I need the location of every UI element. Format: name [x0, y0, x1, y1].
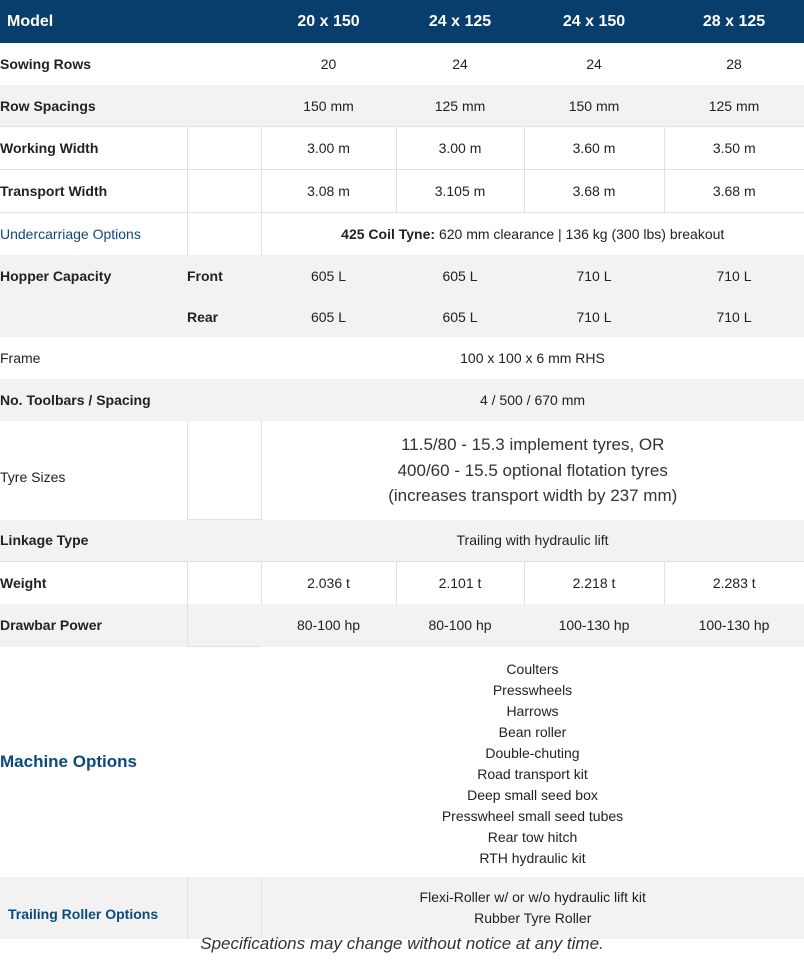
tyre-line: (increases transport width by 237 mm) — [388, 486, 678, 505]
list-item: Rubber Tyre Roller — [474, 909, 592, 926]
row-spacings-row — [0, 85, 804, 127]
header-row — [0, 0, 804, 43]
row-spacings-value: 125 mm — [396, 85, 524, 127]
working-width-value: 3.00 m — [396, 127, 524, 170]
weight-row — [0, 562, 804, 605]
working-width-value: 3.00 m — [261, 127, 396, 170]
transport-width-row — [0, 170, 804, 213]
working-width-value: 3.50 m — [664, 127, 804, 170]
linkage-label: Linkage Type — [0, 520, 187, 562]
toolbars-label: No. Toolbars / Spacing — [0, 379, 187, 421]
sowing-rows-value: 28 — [726, 56, 742, 72]
tyre-sizes-value — [261, 421, 804, 520]
machine-options-list — [261, 647, 804, 877]
list-item: RTH hydraulic kit — [479, 849, 586, 866]
hopper-capacity-label: Hopper Capacity — [0, 255, 187, 296]
sowing-rows-value: 20 — [320, 56, 337, 72]
toolbars-value: 4 / 500 / 670 mm — [261, 379, 804, 421]
hopper-rear-value: 605 L — [396, 296, 524, 337]
row-spacings-value: 125 mm — [664, 85, 804, 127]
hopper-rear-value: 710 L — [664, 296, 804, 337]
list-item: Bean roller — [498, 723, 567, 740]
working-width-value: 3.60 m — [524, 127, 664, 170]
list-item: Coulters — [506, 660, 559, 677]
specifications-note: Specifications may change without notice at any time. — [200, 934, 604, 953]
drawbar-value: 80-100 hp — [261, 604, 396, 647]
drawbar-value: 80-100 hp — [396, 604, 524, 647]
hopper-front-value: 605 L — [261, 255, 396, 296]
transport-width-value: 3.08 m — [261, 170, 396, 213]
machine-options-label: Machine Options — [0, 751, 137, 771]
weight-label: Weight — [0, 562, 187, 605]
drawbar-value: 100-130 hp — [664, 604, 804, 647]
linkage-value: Trailing with hydraulic lift — [261, 520, 804, 562]
undercarriage-detail: 620 mm clearance | 136 kg (300 lbs) breakout — [435, 226, 725, 242]
model-20x150: 20 x 150 — [261, 0, 396, 43]
list-item: Presswheel small seed tubes — [441, 807, 624, 824]
list-item: Road transport kit — [477, 765, 588, 782]
transport-width-label: Transport Width — [0, 170, 187, 213]
hopper-front-value: 710 L — [664, 255, 804, 296]
undercarriage-label: Undercarriage Options — [0, 213, 187, 256]
hopper-front-value: 710 L — [524, 255, 664, 296]
tyre-sizes-label: Tyre Sizes — [0, 468, 66, 485]
list-item: Rear tow hitch — [487, 828, 578, 845]
machine-options-row — [0, 647, 804, 877]
list-item: Harrows — [506, 702, 559, 719]
transport-width-value: 3.105 m — [396, 170, 524, 213]
undercarriage-row — [0, 213, 804, 256]
list-item: Double-chuting — [485, 744, 580, 761]
model-24x150: 24 x 150 — [524, 0, 664, 43]
working-width-label: Working Width — [0, 127, 187, 170]
frame-row — [0, 337, 804, 379]
working-width-row — [0, 127, 804, 170]
undercarriage-value — [261, 213, 804, 256]
hopper-front-label: Front — [187, 255, 261, 296]
hopper-rear-value: 710 L — [524, 296, 664, 337]
row-spacings-label: Row Spacings — [0, 85, 187, 127]
list-item: Flexi-Roller w/ or w/o hydraulic lift kit — [419, 888, 646, 905]
trailing-roller-label: Trailing Roller Options — [0, 877, 187, 939]
transport-width-value: 3.68 m — [524, 170, 664, 213]
tyre-line: 11.5/80 - 15.3 implement tyres, OR — [401, 435, 665, 454]
hopper-rear-row — [0, 296, 804, 337]
tyre-line: 400/60 - 15.5 optional flotation tyres — [397, 460, 668, 480]
transport-width-value: 3.68 m — [664, 170, 804, 213]
frame-value: 100 x 100 x 6 mm RHS — [460, 350, 605, 366]
toolbars-row — [0, 379, 804, 421]
model-label: Model — [0, 0, 261, 43]
hopper-rear-value: 605 L — [261, 296, 396, 337]
sowing-rows-value: 24 — [586, 56, 602, 72]
undercarriage-type: 425 Coil Tyne: — [341, 226, 436, 242]
trailing-roller-list — [261, 877, 804, 939]
model-24x125: 24 x 125 — [396, 0, 524, 43]
sowing-rows-value: 24 — [452, 56, 468, 72]
sowing-rows-label: Sowing Rows — [0, 56, 91, 72]
drawbar-value: 100-130 hp — [524, 604, 664, 647]
drawbar-row — [0, 604, 804, 647]
weight-value: 2.036 t — [261, 562, 396, 605]
drawbar-label: Drawbar Power — [0, 604, 187, 647]
model-28x125: 28 x 125 — [664, 0, 804, 43]
linkage-row — [0, 520, 804, 562]
weight-value: 2.101 t — [396, 562, 524, 605]
weight-value: 2.283 t — [664, 562, 804, 605]
hopper-front-value: 605 L — [396, 255, 524, 296]
weight-value: 2.218 t — [524, 562, 664, 605]
row-spacings-value: 150 mm — [261, 85, 396, 127]
sowing-rows-row — [0, 43, 804, 85]
trailing-roller-row — [0, 877, 804, 939]
frame-label: Frame — [0, 350, 41, 366]
tyre-sizes-row — [0, 421, 804, 520]
row-spacings-value: 150 mm — [524, 85, 664, 127]
list-item: Presswheels — [492, 681, 573, 698]
list-item: Deep small seed box — [467, 786, 598, 803]
hopper-rear-label: Rear — [187, 296, 261, 337]
hopper-front-row — [0, 255, 804, 296]
